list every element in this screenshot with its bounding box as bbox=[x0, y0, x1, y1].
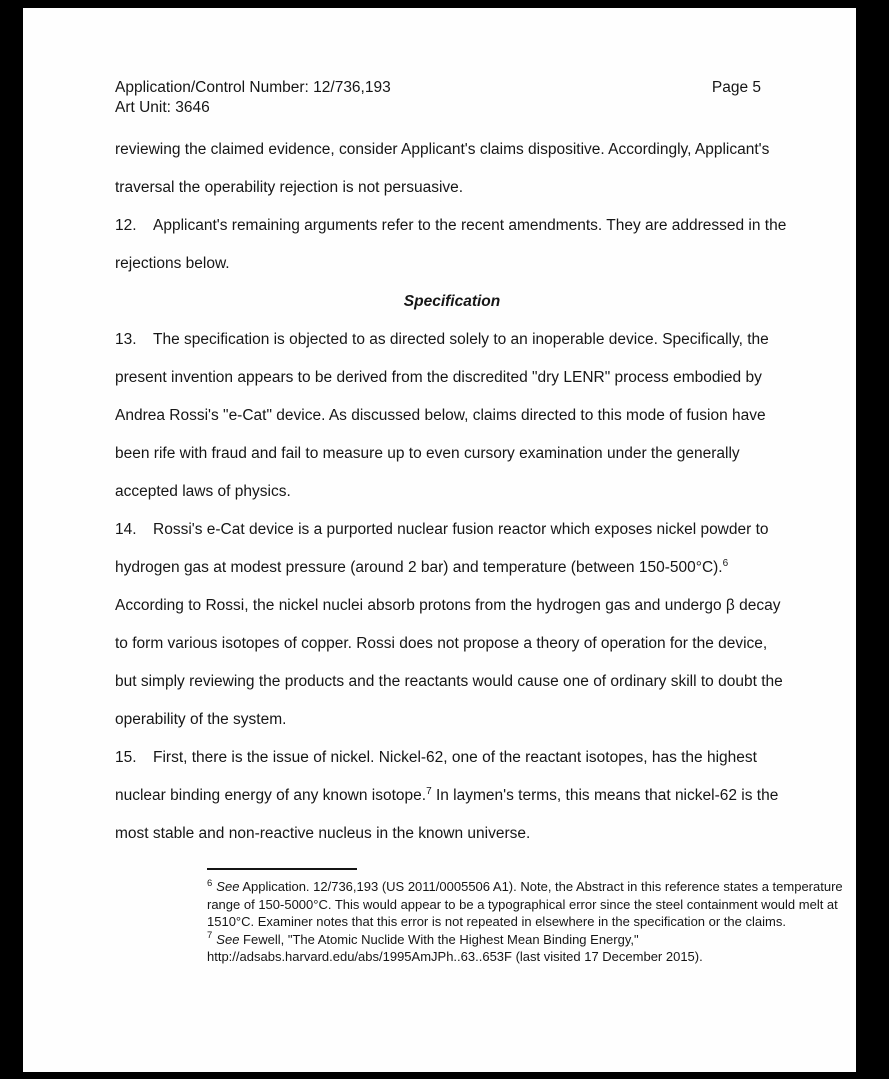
document-page bbox=[23, 8, 856, 1072]
paragraph-14-number: 14. bbox=[115, 521, 137, 538]
footnote-7-marker: 7 bbox=[207, 930, 213, 942]
paragraph-12-number: 12. bbox=[115, 217, 137, 234]
continuation-paragraph bbox=[115, 131, 789, 207]
footnote-6 bbox=[207, 878, 856, 931]
footnote-separator-rule bbox=[207, 868, 357, 870]
footnote-7 bbox=[207, 931, 856, 966]
header-row bbox=[115, 78, 789, 98]
footnote-6-text: Application. 12/736,193 (US 2011/0005506 A1). Note, the Abstract in this reference states a temperature range of 150-5000°C. This would appear to be a typographical error since the steel containment would melt at 1510°C. Examiner notes that this error is not repeated in elsewhere in the specification or the claims. bbox=[207, 879, 843, 929]
paragraph-14-text-after-ref: According to Rossi, the nickel nuclei absorb protons from the hydrogen gas and undergo β decay to form various isotopes of copper. Rossi does not propose a theory of operation for the device, but simply reviewing the products and the reactants would cause one of ordinary skill to doubt the operability of the system. bbox=[115, 597, 783, 728]
paragraph-14 bbox=[115, 511, 789, 739]
paragraph-13-number: 13. bbox=[115, 331, 137, 348]
paragraph-13 bbox=[115, 321, 789, 511]
page-number-label: Page 5 bbox=[711, 79, 761, 96]
footnote-7-see: See bbox=[216, 931, 240, 947]
footnote-6-see: See bbox=[216, 879, 240, 894]
paragraph-13-text: The specification is objected to as directed solely to an inoperable device. Specifically, the present invention appears to be derived from the discredited "dry LENR" process embodied by Andrea Rossi's "e-Cat" device. As discussed below, claims directed to this mode of fusion have been rife with fraud and fail to measure up to even cursory examination under the generally accepted laws of physics. bbox=[115, 331, 769, 500]
continuation-text: reviewing the claimed evidence, consider Applicant's claims dispositive. Accordingly, Applicant's traversal the operability rejection is not persuasive. bbox=[115, 141, 770, 196]
footnotes-section bbox=[207, 868, 856, 966]
footnote-7-text: Fewell, "The Atomic Nuclide With the Highest Mean Binding Energy," http://adsabs.harvard.edu/abs/1995AmJPh..63..653F (last visited 17 December 2015). bbox=[207, 931, 703, 964]
paragraph-15 bbox=[115, 739, 789, 853]
paragraph-15-text-before-ref: First, there is the issue of nickel. Nickel-62, one of the reactant isotopes, has the highest nuclear binding energy of any known isotope. bbox=[115, 749, 757, 804]
page-content bbox=[115, 8, 843, 964]
art-unit-label: Art Unit: 3646 bbox=[115, 99, 210, 116]
paragraph-15-text-after-ref: In laymen's terms, this means that nickel-62 is the most stable and non-reactive nucleus in the known universe. bbox=[115, 787, 779, 842]
document-body bbox=[115, 131, 789, 853]
paragraph-12-text: Applicant's remaining arguments refer to the recent amendments. They are addressed in the rejections below. bbox=[115, 217, 787, 272]
paragraph-12 bbox=[115, 207, 789, 283]
footnote-6-marker: 6 bbox=[207, 877, 213, 889]
paragraph-15-number: 15. bbox=[115, 749, 137, 766]
footnote-reference-6: 6 bbox=[722, 557, 729, 569]
section-heading-specification: Specification bbox=[403, 293, 501, 310]
page-header bbox=[115, 8, 789, 118]
paragraph-14-text-before-ref: Rossi's e-Cat device is a purported nuclear fusion reactor which exposes nickel powder to hydrogen gas at modest pressure (around 2 bar) and temperature (between 150-500°C). bbox=[115, 521, 769, 576]
application-control-number: Application/Control Number: 12/736,193 bbox=[115, 79, 391, 96]
footnote-reference-7: 7 bbox=[426, 785, 432, 797]
